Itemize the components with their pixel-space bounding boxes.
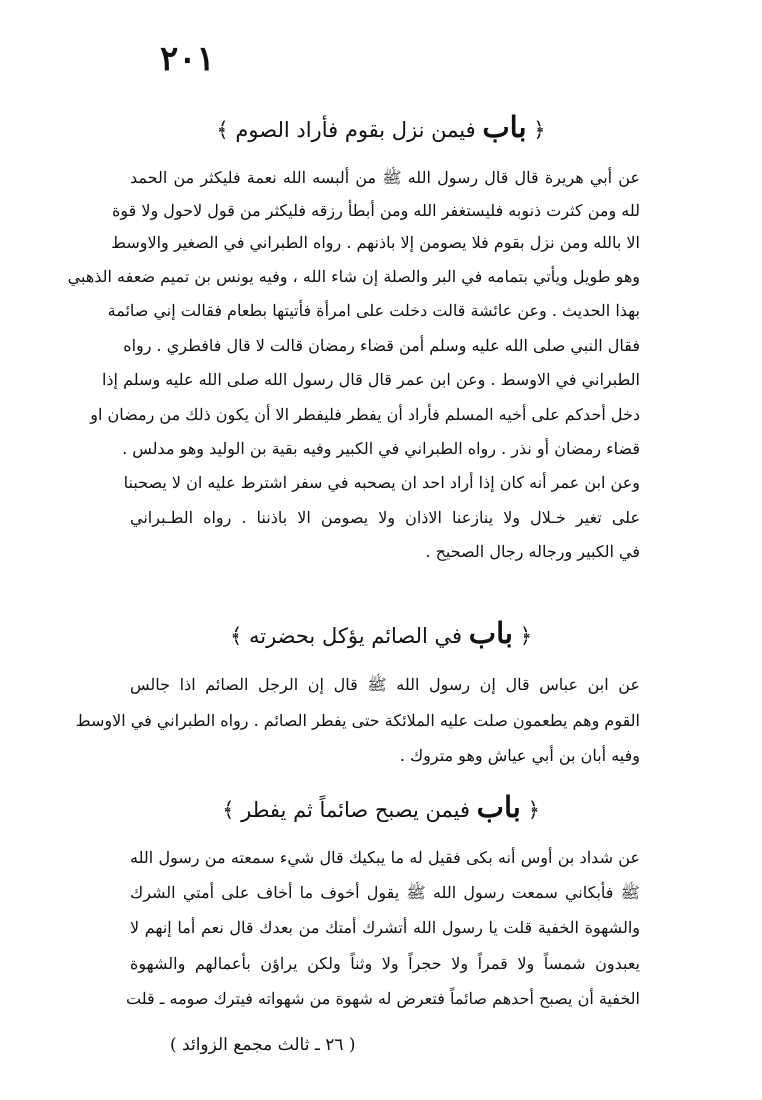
heading-text: فيمن يصبح صائماً ثم يفطر	[241, 798, 470, 822]
text-line: قضاء رمضان أو نذر . رواه الطبراني في الكبير وفيه بقية بن الوليد وهو مدلس .	[122, 439, 640, 458]
text-line: وهو طويل ويأتي بتمامه في البر والصلة إن شاء الله ، وفيه يونس بن تميم ضعفه الذهبي	[67, 267, 640, 286]
text-line: فقال النبي صلى الله عليه وسلم أمن قضاء رمضان قالت لا قال فافطري . رواه	[123, 336, 640, 355]
text-line: القوم وهم يطعمون صلت عليه الملائكة حتى يفطر الصائم . رواه الطبراني في الاوسط	[75, 711, 640, 730]
text-line: دخل أحدكم على أخيه المسلم فأراد أن يفطر فليفطر الا أن يكون ذلك من رمضان او	[90, 405, 640, 424]
text-line: وعن ابن عمر أنه كان إذا أراد احد ان يصحبه في سفر اشترط عليه ان لا يصحبنا	[123, 473, 640, 492]
heading-text: فيمن نزل بقوم فأراد الصوم	[235, 118, 476, 142]
text-line: والشهوة الخفية قلت يا رسول الله أتشرك أمتك من بعدك قال نعم أما إنهم لا	[130, 918, 640, 937]
text-line: الخفية أن يصبح أحدهم صائماً فتعرض له شهوة من شهواته فيترك صومه ـ قلت	[126, 989, 640, 1008]
section-heading: ﴿ باب في الصائم يؤكل بحضرته ﴾	[229, 616, 532, 650]
page-footer: ( ٢٦ ـ ثالث مجمع الزوائد )	[170, 1035, 356, 1055]
text-line: يعبدون شمساً ولا قمراً ولا حجراً ولا وثناً ولكن يراؤن بأعمالهم والشهوة	[130, 954, 640, 973]
text-line: على تغير خـلال ولا ينازعنا الاذان ولا يصومن الا باذننا . رواه الطـبراني	[130, 508, 640, 527]
text-line: الا بالله ومن نزل بقوم فلا يصومن إلا باذنهم . رواه الطبراني في الصغير والاوسط	[111, 233, 640, 252]
text-line: ﷺ فأبكاني سمعت رسول الله ﷺ يقول أخوف ما أخاف على أمتي الشرك	[130, 883, 640, 902]
heading-keyword: باب	[468, 616, 514, 650]
text-line: في الكبير ورجاله رجال الصحيح .	[425, 542, 640, 561]
text-line: بهذا الحديث . وعن عائشة قالت دخلت على امرأة فأتيتها بطعام فقالت إني صائمة	[107, 301, 640, 320]
heading-text: في الصائم يؤكل بحضرته	[248, 624, 463, 648]
text-line: عن أبي هريرة قال قال رسول الله ﷺ من ألبسه الله نعمة فليكثر من الحمد	[130, 168, 640, 187]
section-heading: ﴿ باب فيمن نزل بقوم فأراد الصوم ﴾	[216, 110, 546, 144]
text-line: وفيه أبان بن أبي عياش وهو متروك .	[399, 746, 640, 765]
text-line: عن ابن عباس قال إن رسول الله ﷺ قال إن الرجل الصائم اذا جالس	[130, 675, 640, 694]
heading-keyword: باب	[482, 110, 527, 144]
text-line: عن شداد بن أوس أنه بكى فقيل له ما يبكيك قال شيء سمعته من رسول الله	[130, 848, 640, 867]
heading-keyword: باب	[476, 790, 521, 824]
page-number: ٢٠١	[160, 39, 215, 79]
text-line: لله ومن كثرت ذنوبه فليستغفر الله ومن أبطأ رزقه فليكثر من قول لاحول ولا قوة	[111, 201, 640, 220]
text-line: الطبراني في الاوسط . وعن ابن عمر قال قال رسول الله صلى الله عليه وسلم إذا	[101, 370, 640, 389]
section-heading: ﴿ باب فيمن يصبح صائماً ثم يفطر ﴾	[222, 790, 540, 824]
